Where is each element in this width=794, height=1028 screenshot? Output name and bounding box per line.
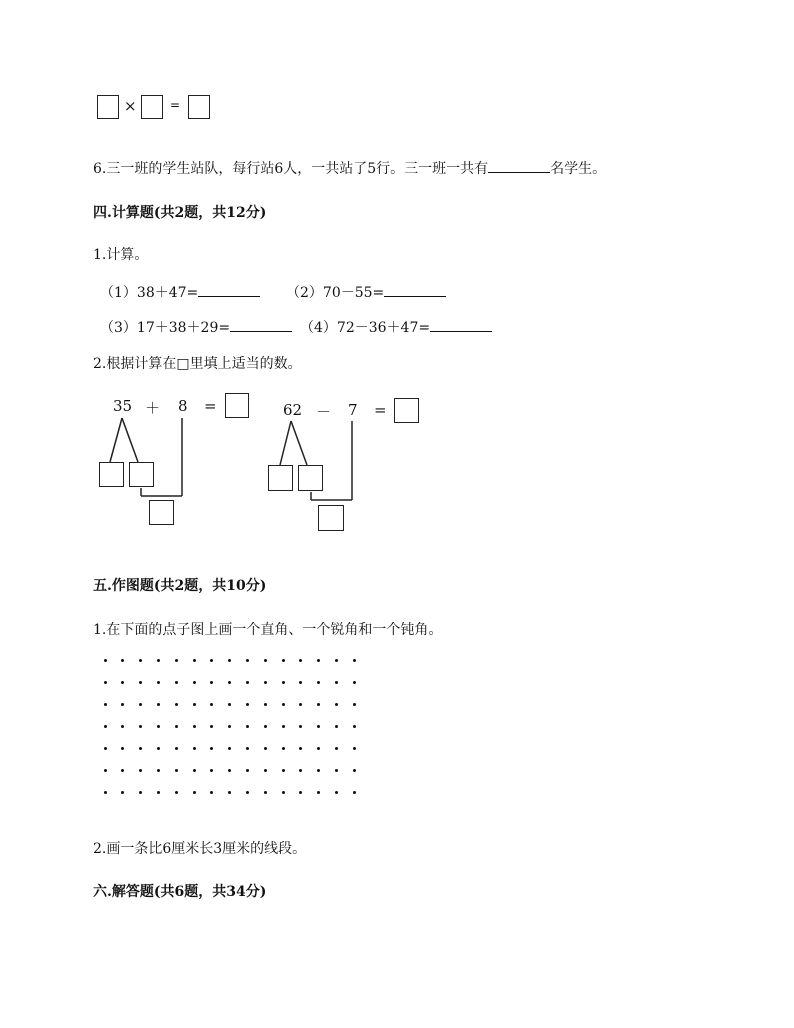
diagram-1-equals: = [204,397,217,415]
diagram-2-split-box-1[interactable] [268,465,293,491]
question-6-suffix: 名学生。 [550,161,607,177]
diagram-1-result-box[interactable] [225,393,249,418]
times-sign: × [124,97,137,115]
calc-item-4-text: （4）72－36＋47= [300,320,431,336]
section-4-q1-title: 1.计算。 [93,247,149,263]
diagram-2-minuend: 62 [283,401,303,419]
diagram-1-split-box-2[interactable] [129,462,154,487]
calc-item-3-text: （3）17＋38＋29= [100,320,231,336]
section-6-heading: 六.解答题(共6题，共34分) [93,884,267,900]
diagram-1-operator: ＋ [145,399,161,417]
section-4-heading: 四.计算题(共2题，共12分) [93,205,267,221]
diagram-2-result-box[interactable] [394,398,419,423]
question-6-text: 6.三一班的学生站队，每行站6人，一共站了5行。三一班一共有 [93,161,489,177]
diagram-2-operator: － [316,403,332,421]
diagram-2-diff-box[interactable] [318,505,344,531]
section-5-q1: 1.在下面的点子图上画一个直角、一个锐角和一个钝角。 [93,622,443,638]
diagram-1-addend-b: 8 [178,397,188,415]
equals-sign: = [170,98,181,112]
section-5-q2: 2.画一条比6厘米长3厘米的线段。 [93,841,307,857]
calc-item-2-text: （2）70－55= [286,285,385,301]
diagram-2-subtrahend: 7 [348,401,358,419]
diagram-2-split-box-2[interactable] [298,465,323,491]
diagram-1-addend-a: 35 [113,397,133,415]
calc-item-1-text: （1）38＋47= [100,285,199,301]
diagram-2-equals: = [374,401,387,419]
diagram-1-split-box-1[interactable] [99,462,124,487]
diagram-1-sum-box[interactable] [149,500,174,525]
section-4-q2-title: 2.根据计算在□里填上适当的数。 [93,356,302,372]
section-5-heading: 五.作图题(共2题，共10分) [93,578,267,594]
